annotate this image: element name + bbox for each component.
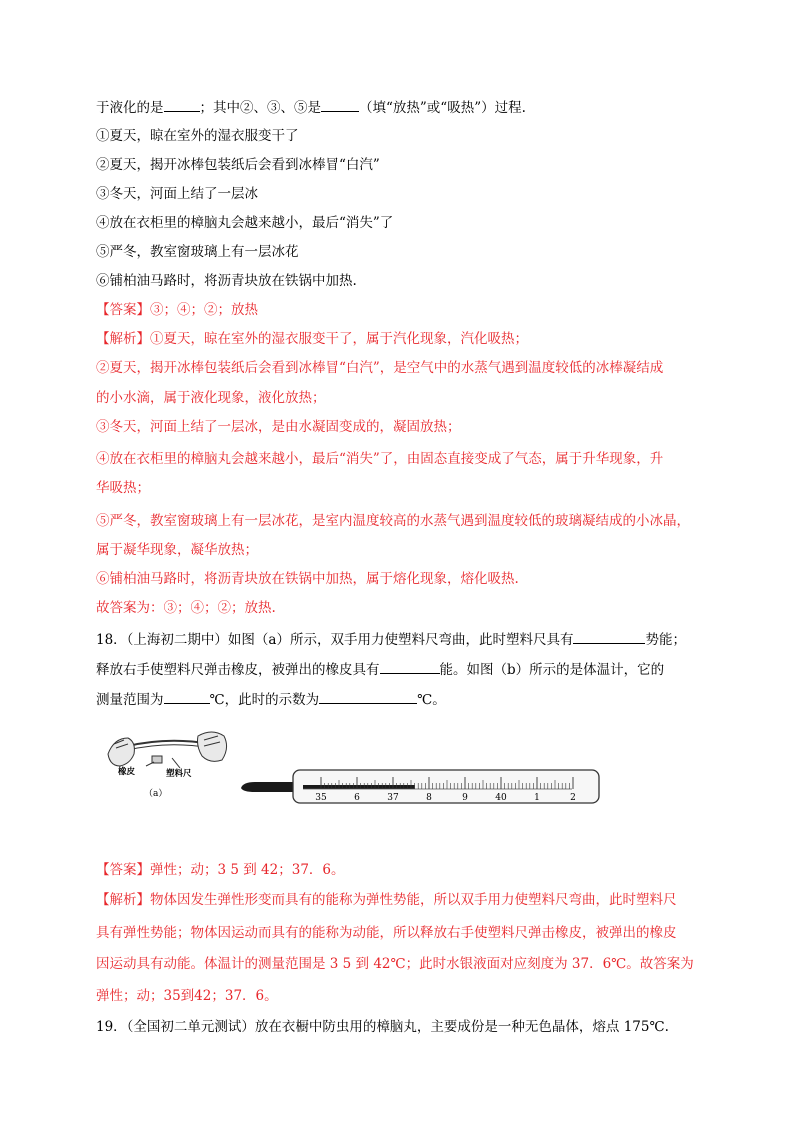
- q17-blank-1: [164, 98, 200, 112]
- q19-line-1: 19．（全国初二单元测试）放在衣橱中防虫用的樟脑丸，主要成份是一种无色晶体，熔点 175℃.: [96, 1019, 669, 1035]
- q17-analysis-line: 属于凝华现象，凝华放热；: [96, 542, 258, 558]
- q18-blank-3: [164, 690, 210, 704]
- q18-text-g: ℃。: [417, 692, 446, 708]
- q17-conclusion: 故答案为：③；④；②；放热.: [96, 600, 276, 616]
- q17-analysis-line: ⑤严冬，教室窗玻璃上有一层冰花，是室内温度较高的水蒸气遇到温度较低的玻璃凝结成的小冰晶，: [96, 513, 690, 529]
- q17-text-c: （填“放热”或“吸热”）过程.: [359, 100, 526, 116]
- q17-analysis-line: ②夏天，揭开冰棒包装纸后会看到冰棒冒“白汽”，是空气中的水蒸气遇到温度较低的冰棒凝结成: [96, 360, 664, 376]
- analysis-tag: 【解析】: [96, 892, 150, 908]
- q17-analysis-line: ④放在衣柜里的樟脑丸会越来越小，最后“消失”了，由固态直接变成了气态，属于升华现象，升: [96, 451, 664, 467]
- answer-tag: 【答案】: [96, 862, 150, 878]
- q18-line-1: [96, 630, 686, 650]
- thermometer-figure: [237, 768, 603, 806]
- eraser-pointer: [146, 762, 154, 766]
- q17-item: ⑥铺柏油马路时，将沥青块放在铁锅中加热.: [96, 273, 357, 289]
- q18-text-c: 释放右手使塑料尺弹击橡皮，被弹出的橡皮具有: [96, 662, 380, 678]
- q18-text-b: 势能；: [645, 632, 686, 648]
- q18-line-2: [96, 660, 664, 680]
- q17-line-1: [96, 98, 526, 118]
- q17-analysis-line: ⑥铺柏油马路时，将沥青块放在铁锅中加热，属于熔化现象，熔化吸热.: [96, 571, 519, 587]
- q18-analysis-line: 弹性；动；35到42；37．6。: [96, 988, 278, 1004]
- q18-blank-2: [380, 660, 440, 674]
- q18-text-d: 能。如图（b）所示的是体温计，它的: [439, 662, 665, 678]
- q18-analysis-line: 因运动具有动能。体温计的测量范围是 3 5 到 42℃；此时水银液面对应刻度为 37．6℃。故答案为: [96, 956, 694, 972]
- q17-item: ③冬天，河面上结了一层冰: [96, 186, 258, 202]
- q18-text-a: 18．（上海初二期中）如图（a）所示，双手用力使塑料尺弯曲，此时塑料尺具有: [96, 632, 574, 648]
- tick-label: 35: [315, 793, 327, 803]
- mercury-column: [303, 785, 415, 789]
- analysis-text: 物体因发生弹性形变而具有的能称为弹性势能，所以双手用力使塑料尺弯曲，此时塑料尺: [150, 892, 677, 908]
- q18-analysis-line: [96, 890, 677, 910]
- q17-blank-2: [321, 98, 359, 112]
- answer-tag: 【答案】: [96, 302, 150, 318]
- tick-label: 40: [495, 793, 507, 803]
- ruler-pointer: [172, 758, 180, 768]
- q18-answer: [96, 860, 345, 880]
- answer-text: ③；④；②；放热: [150, 302, 258, 318]
- q17-item: ⑤严冬，教室窗玻璃上有一层冰花: [96, 244, 299, 260]
- answer-text: 弹性；动；3 5 到 42；37．6。: [150, 862, 345, 878]
- q18-line-3: [96, 690, 446, 710]
- figure-a-caption: （a）: [144, 789, 168, 799]
- right-hand: [198, 732, 227, 761]
- q17-analysis-line: 的小水滴，属于液化现象，液化放热；: [96, 390, 326, 406]
- tick-label: 37: [387, 793, 399, 803]
- q17-item: ①夏天，晾在室外的湿衣服变干了: [96, 128, 299, 144]
- tick-label: 9: [462, 793, 468, 803]
- tick-label: 6: [354, 793, 360, 803]
- analysis-tag: 【解析】: [96, 331, 150, 347]
- q17-text-a: 于液化的是: [96, 100, 164, 116]
- analysis-text: ①夏天，晾在室外的湿衣服变干了，属于汽化现象，汽化吸热；: [150, 331, 528, 347]
- tick-label: 2: [570, 793, 576, 803]
- q18-blank-4: [319, 690, 417, 704]
- q17-analysis-line: [96, 329, 528, 349]
- ruler-label: 塑料尺: [166, 769, 192, 779]
- q18-text-f: ℃，此时的示数为: [209, 692, 320, 708]
- q17-item: ②夏天，揭开冰棒包装纸后会看到冰棒冒“白汽”: [96, 157, 380, 173]
- eraser-label: 橡皮: [118, 767, 136, 777]
- left-hand: [108, 738, 134, 766]
- q17-answer: [96, 300, 258, 320]
- q17-analysis-line: ③冬天，河面上结了一层冰，是由水凝固变成的，凝固放热；: [96, 419, 461, 435]
- figure-a-hands-ruler: [100, 724, 235, 804]
- q18-blank-1: [573, 630, 645, 644]
- tick-label: 1: [534, 793, 540, 803]
- tick-label: 8: [426, 793, 432, 803]
- q18-text-e: 测量范围为: [96, 692, 164, 708]
- q17-item: ④放在衣柜里的樟脑丸会越来越小，最后“消失”了: [96, 215, 394, 231]
- thermometer-bulb: [241, 782, 295, 792]
- q17-analysis-line: 华吸热；: [96, 480, 150, 496]
- q17-text-b: ；其中②、③、⑤是: [199, 100, 321, 116]
- q18-analysis-line: 具有弹性势能；物体因运动而具有的能称为动能，所以释放右手使塑料尺弹击橡皮，被弹出的橡皮: [96, 925, 677, 941]
